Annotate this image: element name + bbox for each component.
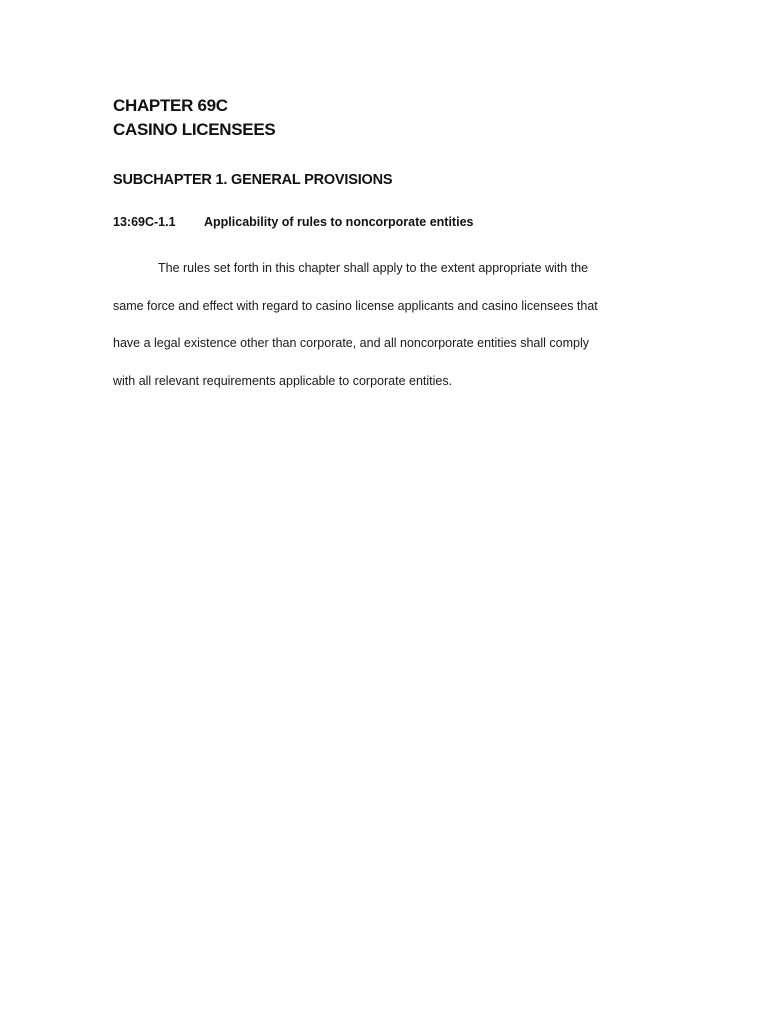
chapter-heading bbox=[113, 94, 275, 142]
paragraph-line: The rules set forth in this chapter shall apply to the extent appropriate with the bbox=[158, 261, 589, 275]
section-number: 13:69C-1.1 bbox=[113, 215, 176, 229]
paragraph-line: have a legal existence other than corporate, and all noncorporate entities shall comply bbox=[113, 336, 589, 351]
body-paragraph bbox=[113, 250, 658, 401]
section-heading bbox=[113, 213, 473, 231]
chapter-number: CHAPTER 69C bbox=[113, 96, 228, 115]
section-title: Applicability of rules to noncorporate entities bbox=[204, 215, 474, 229]
subchapter-heading: SUBCHAPTER 1. GENERAL PROVISIONS bbox=[113, 172, 393, 188]
paragraph-line: with all relevant requirements applicable to corporate entities. bbox=[113, 374, 453, 389]
paragraph-line: same force and effect with regard to casino license applicants and casino licensees that bbox=[113, 298, 598, 313]
chapter-title: CASINO LICENSEES bbox=[113, 120, 276, 139]
